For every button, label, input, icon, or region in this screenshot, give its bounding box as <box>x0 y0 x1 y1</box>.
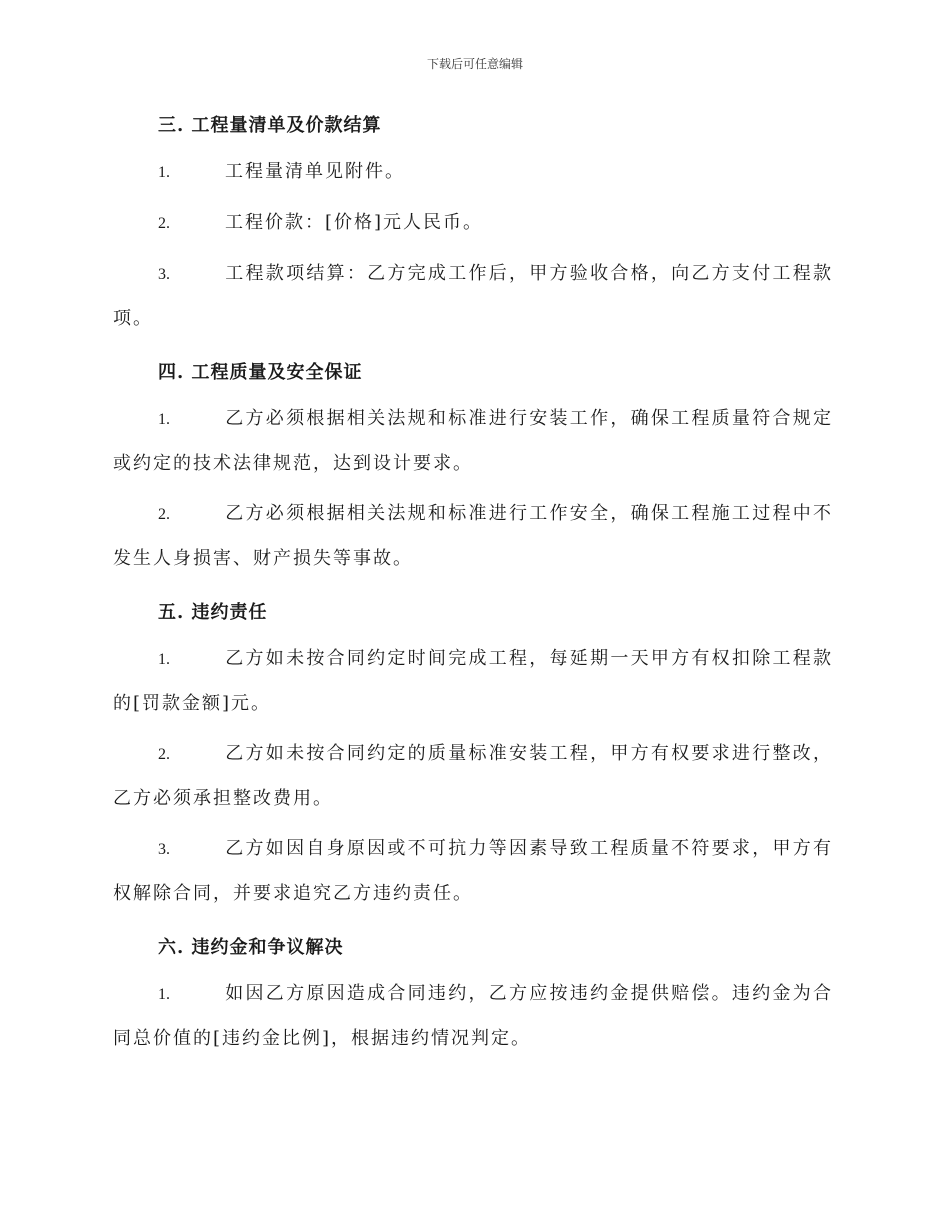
section-heading: 四. 工程质量及安全保证 <box>158 362 363 383</box>
clause-number: 2. <box>158 746 170 763</box>
clause-paragraph <box>113 492 833 581</box>
clause-text: 如因乙方原因造成合同违约，乙方应按违约金提供赔偿。违约金为合同总价值的[违约金比例]，根据违约情况判定。 <box>113 983 833 1049</box>
clause-paragraph <box>113 150 833 195</box>
clause-paragraph <box>113 201 833 246</box>
section-heading: 六. 违约金和争议解决 <box>158 937 344 958</box>
clause-text: 乙方如因自身原因或不可抗力等因素导致工程质量不符要求，甲方有权解除合同，并要求追究乙方违约责任。 <box>113 838 833 904</box>
clause-text: 工程款项结算：乙方完成工作后，甲方验收合格，向乙方支付工程款项。 <box>113 263 833 329</box>
clause-paragraph <box>113 397 833 486</box>
clause-number: 3. <box>158 266 170 283</box>
clause-number: 3. <box>158 841 170 858</box>
clause-number: 2. <box>158 506 170 523</box>
clause-number: 1. <box>158 164 170 181</box>
clause-number: 1. <box>158 651 170 668</box>
section-heading: 五. 违约责任 <box>158 602 268 623</box>
section-heading: 三. 工程量清单及价款结算 <box>158 115 382 136</box>
clause-number: 1. <box>158 986 170 1003</box>
clause-paragraph <box>113 732 833 821</box>
clause-text: 工程价款：[价格]元人民币。 <box>225 212 484 233</box>
clause-number: 1. <box>158 411 170 428</box>
clause-number: 2. <box>158 215 170 232</box>
header-note: 下载后可任意编辑 <box>426 57 523 71</box>
clause-text: 乙方必须根据相关法规和标准进行安装工作，确保工程质量符合规定或约定的技术法律规范，达到设计要求。 <box>113 408 833 474</box>
clause-paragraph <box>113 637 833 726</box>
clause-paragraph <box>113 827 833 916</box>
clause-text: 工程量清单见附件。 <box>225 161 405 182</box>
document-body <box>113 108 833 1061</box>
clause-paragraph <box>113 972 833 1061</box>
clause-paragraph <box>113 252 833 341</box>
clause-text: 乙方如未按合同约定的质量标准安装工程，甲方有权要求进行整改，乙方必须承担整改费用。 <box>113 743 833 809</box>
clause-text: 乙方如未按合同约定时间完成工程，每延期一天甲方有权扣除工程款的[罚款金额]元。 <box>113 648 833 714</box>
clause-text: 乙方必须根据相关法规和标准进行工作安全，确保工程施工过程中不发生人身损害、财产损失等事故。 <box>113 503 833 569</box>
